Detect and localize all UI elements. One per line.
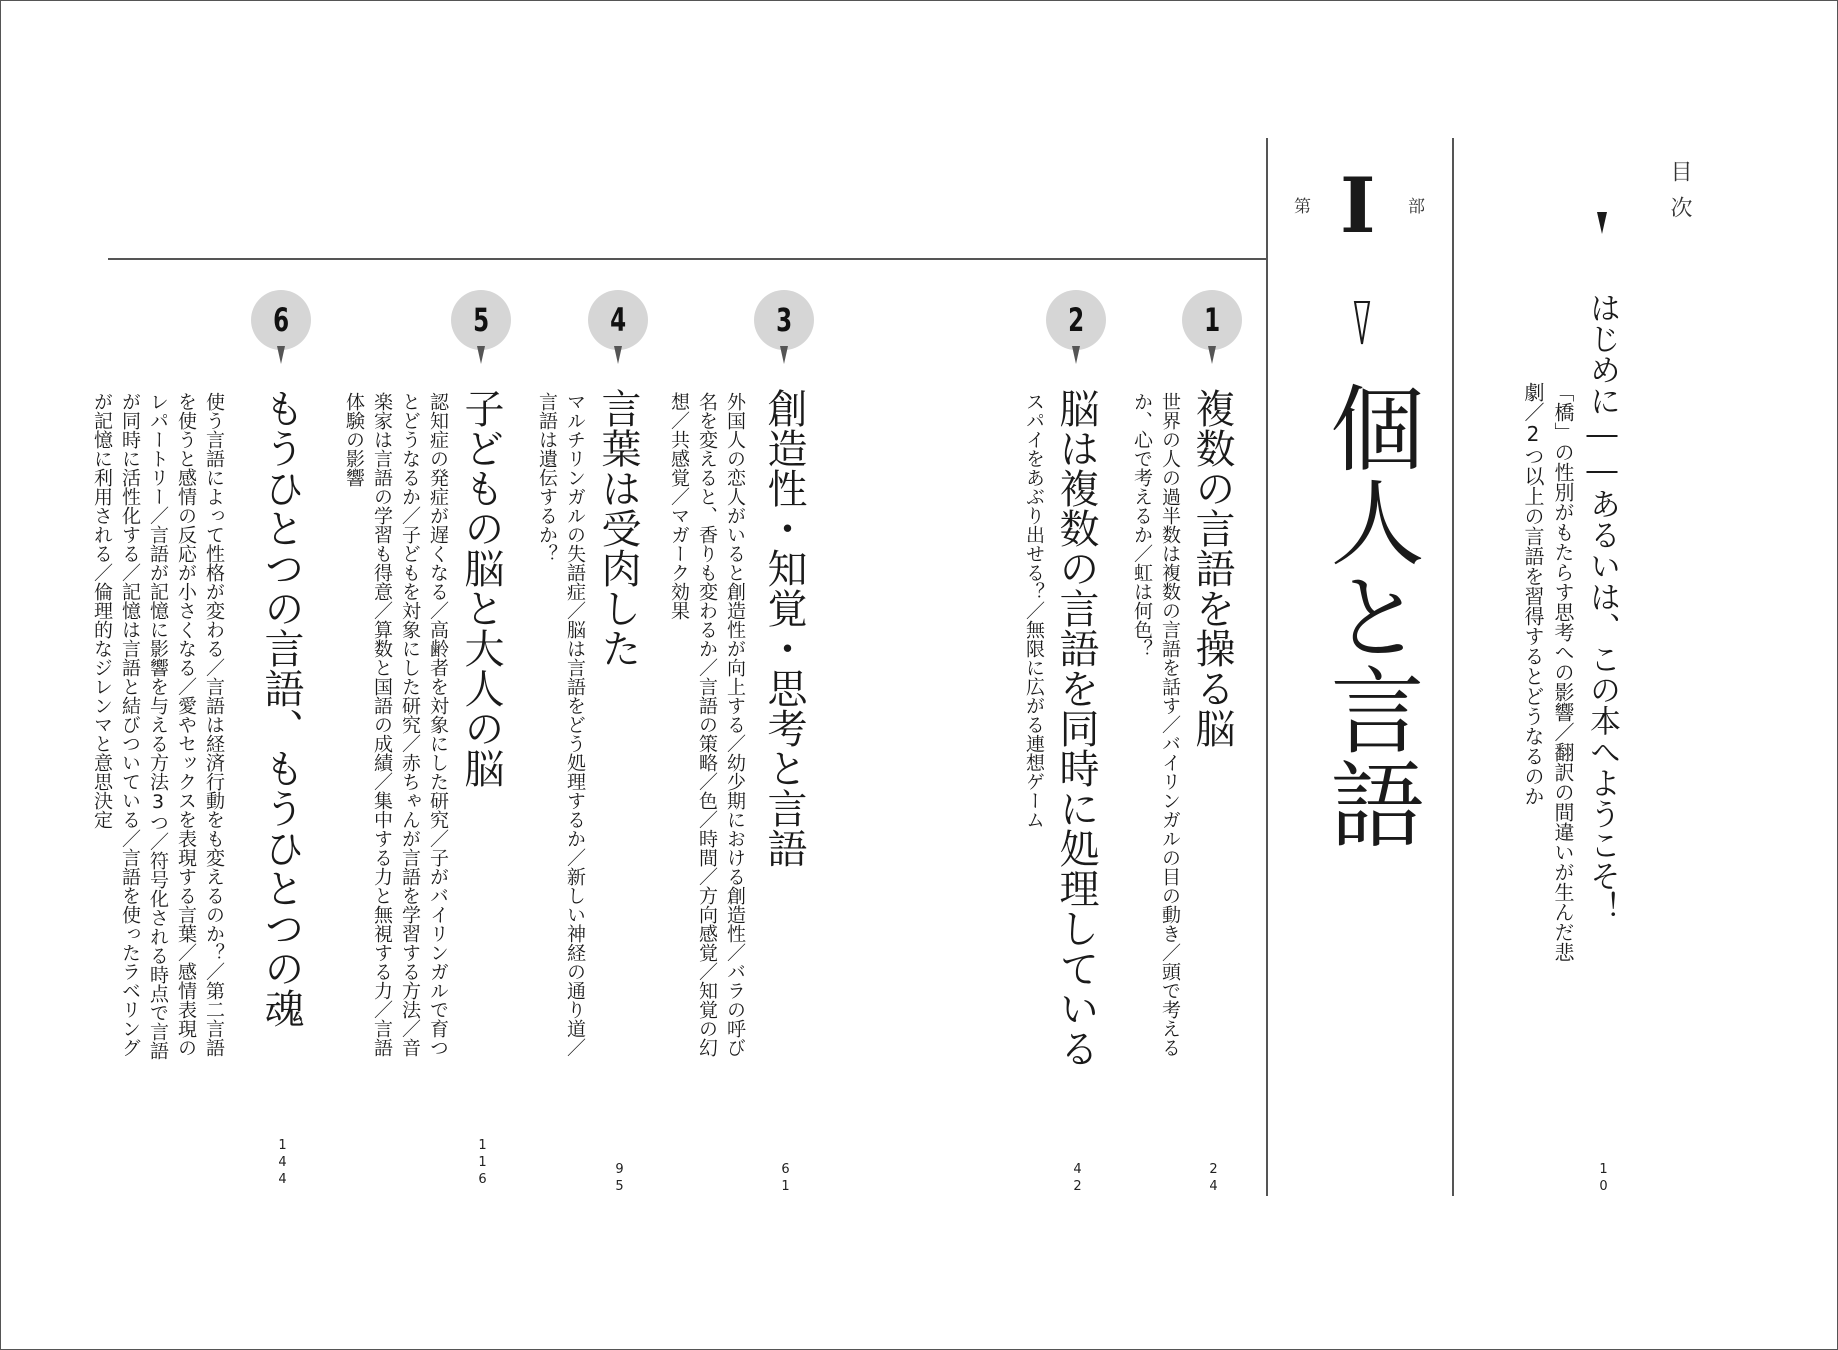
intro-marker-icon <box>1597 212 1607 234</box>
chapter-6-badge: 6 <box>251 290 311 368</box>
chapter-3-badge: 3 <box>754 290 814 368</box>
toc-title: 目次 <box>1667 160 1692 232</box>
chapter-3-title[interactable]: 創造性・知覚・思考と言語 <box>761 388 807 868</box>
part-marker-icon <box>1353 300 1371 346</box>
rule-part-divider <box>1266 138 1268 1196</box>
chapter-2-page-number: 42 <box>1070 1162 1085 1196</box>
part-prefix: 第 <box>1294 197 1311 217</box>
chapter-2-badge: 2 <box>1046 290 1106 368</box>
intro-description: 「橋」の性別がもたらす思考への影響／翻訳の間違いが生んだ悲劇／2つ以上の言語を習得するとどうなるのか <box>1521 382 1575 962</box>
chapter-6-title[interactable]: もうひとつの言語、もうひとつの魂 <box>258 388 304 1028</box>
chapter-5-title[interactable]: 子どもの脳と大人の脳 <box>458 388 504 788</box>
part-numeral: I <box>1340 161 1376 250</box>
chapter-1-badge: 1 <box>1182 290 1242 368</box>
rule-toc-divider <box>1452 138 1454 1196</box>
chapter-6-page-number: 144 <box>275 1138 290 1189</box>
part-suffix: 部 <box>1408 197 1425 217</box>
chapter-5-page-number: 116 <box>475 1138 490 1189</box>
chapter-5-badge: 5 <box>451 290 511 368</box>
chapter-4-description: マルチリンガルの失語症／脳は言語をどう処理するか／新しい神経の通り道／言語は遺伝するか？ <box>536 392 586 1057</box>
intro-page-number: 10 <box>1596 1162 1611 1196</box>
chapter-6-description: 使う言語によって性格が変わる／言語は経済行動をも変えるのか？／第二言語を使うと感情の反応が小さくなる／愛やセックスを表現する言葉／感情表現のレパートリー／言語が記憶に影響を与える方法3つ／符号化される時点で言語が同時に活性化する／記憶は言語と結びついている／言語を使ったラベリングが記憶に利用される／倫理的なジレンマと意思決定 <box>91 392 225 1060</box>
chapter-2-title[interactable]: 脳は複数の言語を同時に処理している <box>1053 388 1099 1068</box>
chapter-4-page-number: 95 <box>612 1162 627 1196</box>
chapter-3-description: 外国人の恋人がいると創造性が向上する／幼少期における創造性／バラの呼び名を変えると、香りも変わるか／言語の策略／色／時間／方向感覚／知覚の幻想／共感覚／マガーク効果 <box>668 392 746 1057</box>
chapter-1-title[interactable]: 複数の言語を操る脳 <box>1189 388 1235 748</box>
chapter-5-description: 認知症の発症が遅くなる／高齢者を対象にした研究／子がバイリンガルで育つとどうなるか／子どもを対象にした研究／赤ちゃんが言語を学習する方法／音楽家は言語の学習も得意／算数と国語の成績／集中する力と無視する力／言語体験の影響 <box>343 392 449 1057</box>
part-title[interactable]: 個人と言語 <box>1314 380 1423 850</box>
chapter-4-title[interactable]: 言葉は受肉した <box>595 388 641 668</box>
chapter-3-page-number: 61 <box>778 1162 793 1196</box>
intro-title[interactable]: はじめに――あるいは、この本へようこそ！ <box>1584 292 1620 922</box>
rule-part-header <box>108 258 1268 260</box>
chapter-1-page-number: 24 <box>1206 1162 1221 1196</box>
chapter-4-badge: 4 <box>588 290 648 368</box>
chapter-2-description: スパイをあぶり出せる？／無限に広がる連想ゲーム <box>1023 392 1045 829</box>
chapter-1-description: 世界の人の過半数は複数の言語を話す／バイリンガルの目の動き／頭で考えるか、心で考えるか／虹は何色？ <box>1131 392 1181 1057</box>
